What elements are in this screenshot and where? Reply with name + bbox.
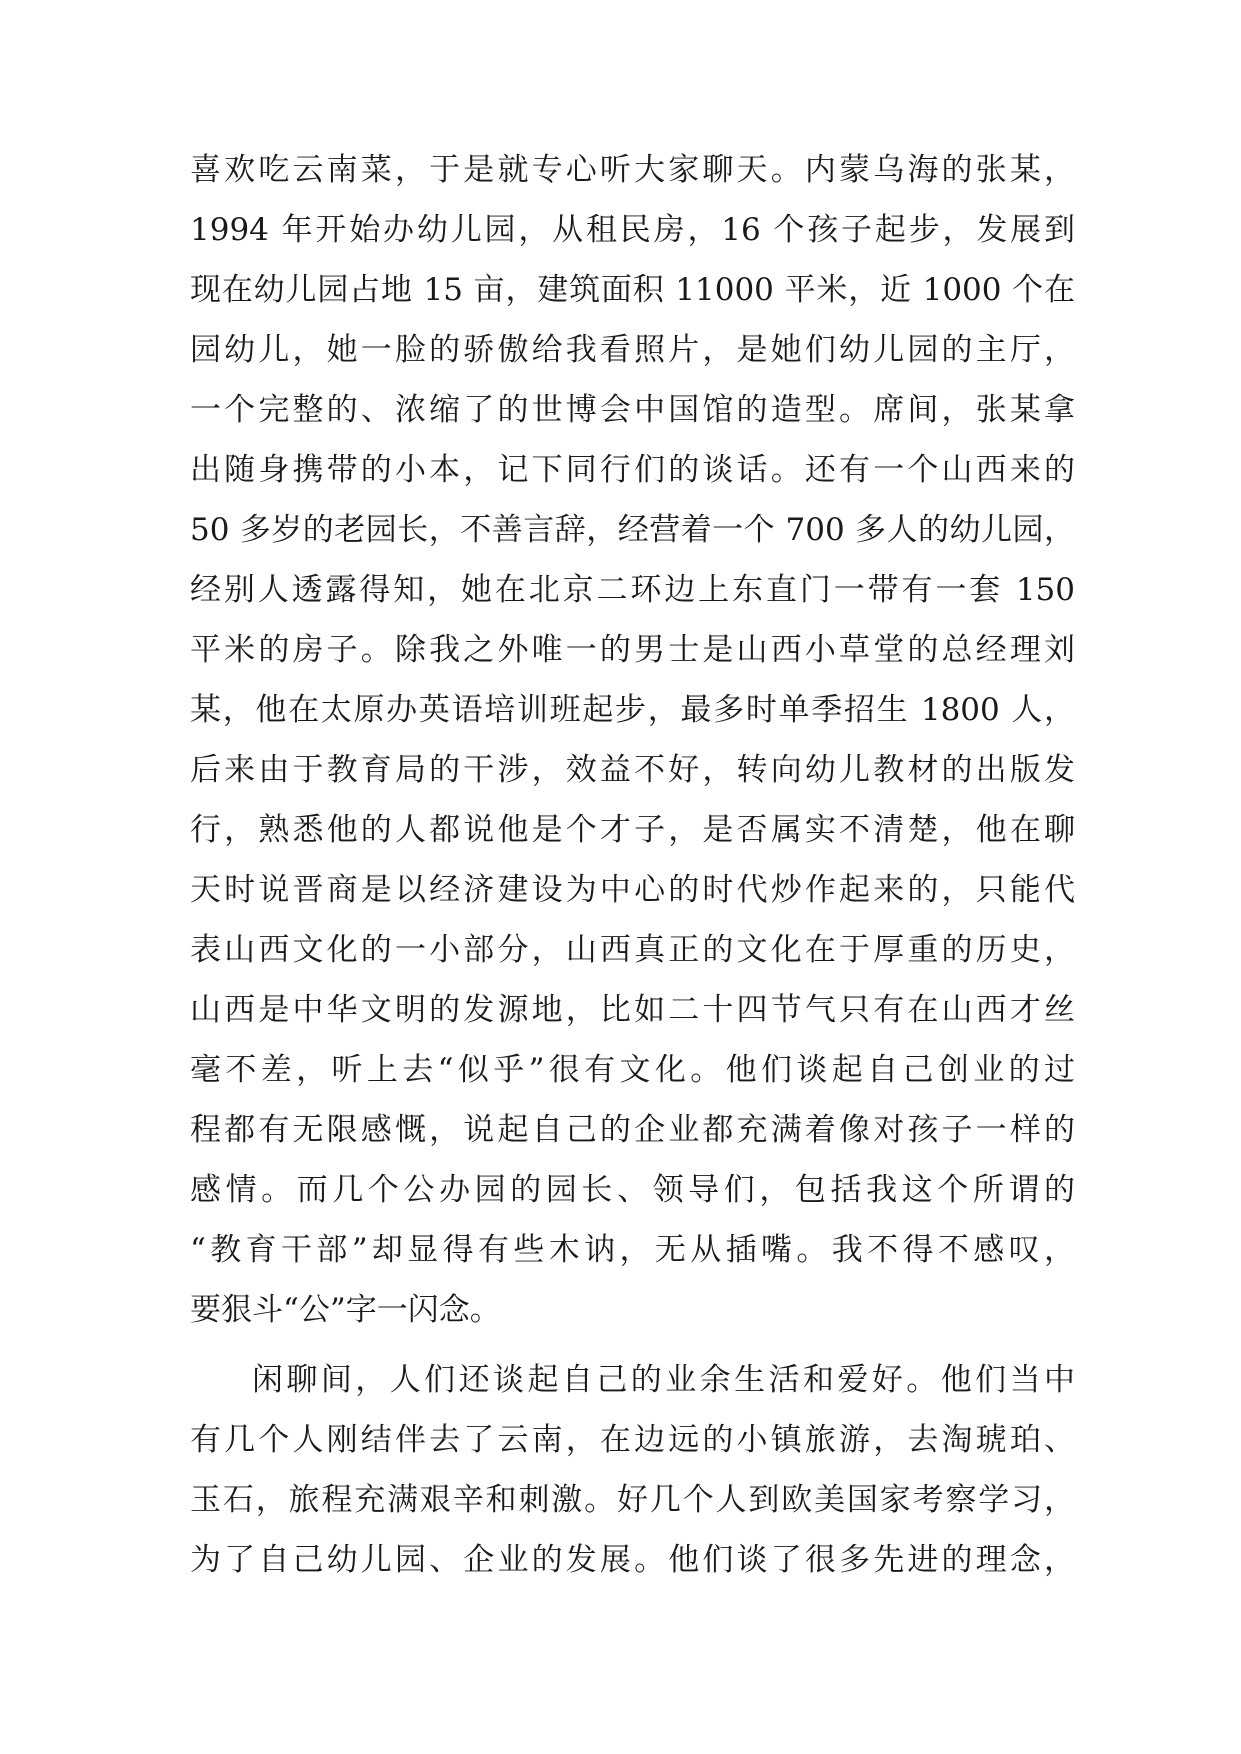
text-line: 表山西文化的一小部分，山西真正的文化在于厚重的历史， (190, 932, 1075, 968)
text-line: 毫不差，听上去“似乎”很有文化。他们谈起自己创业的过 (190, 1052, 1075, 1088)
text-line: 感情。而几个公办园的园长、领导们，包括我这个所谓的 (190, 1172, 1075, 1208)
text-line: 闲聊间，人们还谈起自己的业余生活和爱好。他们当中 (252, 1362, 1075, 1398)
text-line: 1994 年开始办幼儿园，从租民房，16 个孩子起步，发展到 (190, 212, 1075, 248)
text-line: 50 多岁的老园长，不善言辞，经营着一个 700 多人的幼儿园， (190, 512, 1075, 548)
text-line: 程都有无限感慨，说起自己的企业都充满着像对孩子一样的 (190, 1112, 1075, 1148)
text-line: 行，熟悉他的人都说他是个才子，是否属实不清楚，他在聊 (190, 812, 1075, 848)
text-line: 经别人透露得知，她在北京二环边上东直门一带有一套 150 (190, 572, 1075, 608)
text-line: 园幼儿，她一脸的骄傲给我看照片，是她们幼儿园的主厅， (190, 332, 1075, 368)
text-line: 玉石，旅程充满艰辛和刺激。好几个人到欧美国家考察学习， (190, 1482, 1075, 1518)
text-line: 后来由于教育局的干涉，效益不好，转向幼儿教材的出版发 (190, 752, 1075, 788)
text-line: 天时说晋商是以经济建设为中心的时代炒作起来的，只能代 (190, 872, 1075, 908)
text-line: 山西是中华文明的发源地，比如二十四节气只有在山西才丝 (190, 992, 1075, 1028)
text-line: 喜欢吃云南菜，于是就专心听大家聊天。内蒙乌海的张某， (190, 152, 1075, 188)
text-line: 要狠斗“公”字一闪念。 (190, 1292, 501, 1328)
text-line: 为了自己幼儿园、企业的发展。他们谈了很多先进的理念， (190, 1542, 1075, 1578)
text-line: 有几个人刚结伴去了云南，在边远的小镇旅游，去淘琥珀、 (190, 1422, 1075, 1458)
text-line: 现在幼儿园占地 15 亩，建筑面积 11000 平米，近 1000 个在 (190, 272, 1075, 308)
text-line: 某，他在太原办英语培训班起步，最多时单季招生 1800 人， (190, 692, 1075, 728)
text-line: “教育干部”却显得有些木讷，无从插嘴。我不得不感叹， (190, 1232, 1075, 1268)
text-line: 一个完整的、浓缩了的世博会中国馆的造型。席间，张某拿 (190, 392, 1075, 428)
text-line: 出随身携带的小本，记下同行们的谈话。还有一个山西来的 (190, 452, 1075, 488)
text-line: 平米的房子。除我之外唯一的男士是山西小草堂的总经理刘 (190, 632, 1075, 668)
